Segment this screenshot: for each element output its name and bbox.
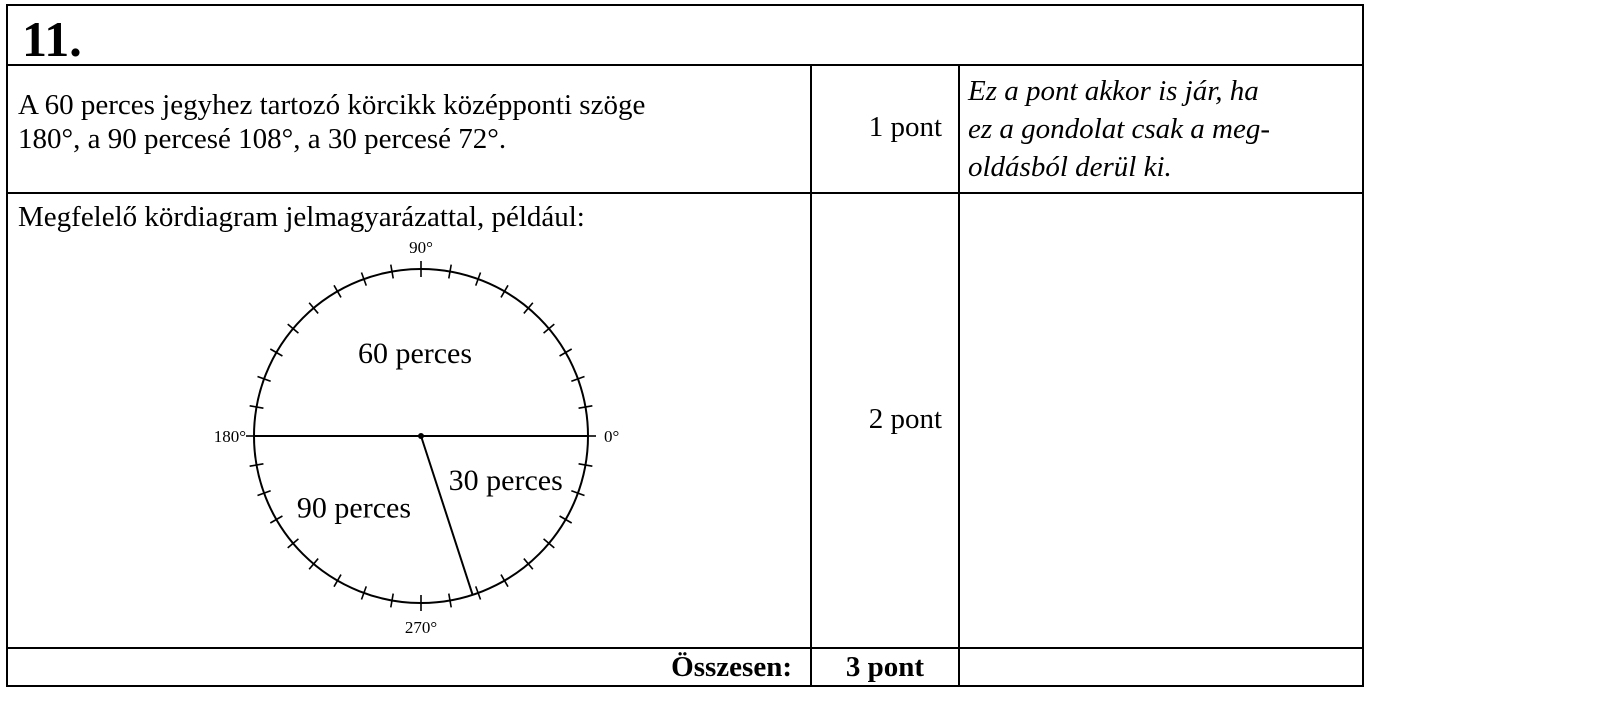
pie-tick <box>270 516 282 523</box>
pie-slice-label: 30 perces <box>448 463 563 497</box>
pie-tick <box>501 575 508 587</box>
pie-angle-label: 90° <box>409 238 433 257</box>
pie-angle-label: 0° <box>604 427 620 446</box>
row1-points: 1 pont <box>868 111 942 143</box>
task-number: 11. <box>22 11 82 67</box>
pie-tick <box>501 285 508 297</box>
row1-note-line1: Ez a pont akkor is jár, ha <box>968 75 1259 107</box>
pie-tick <box>334 575 341 587</box>
pie-chart-drawing <box>214 238 620 637</box>
pie-tick <box>560 349 572 356</box>
total-points: 3 pont <box>845 651 925 683</box>
row1-note-line2: ez a gondolat csak a meg- <box>968 113 1271 145</box>
row1-note <box>968 72 1360 186</box>
row1-solution-line2: 180°, a 90 percesé 108°, a 30 percesé 72°. <box>18 123 507 155</box>
pie-slice-label: 90 perces <box>296 491 412 525</box>
row1-solution-line1: A 60 perces jegyhez tartozó körcikk középponti szöge <box>18 89 646 121</box>
row2-solution: Megfelelő kördiagram jelmagyarázattal, például: <box>18 201 585 233</box>
pie-slice-label: 60 perces <box>357 336 473 370</box>
pie-center <box>418 433 424 439</box>
pie-slice-boundary <box>421 436 473 595</box>
pie-tick <box>270 349 282 356</box>
column-divider-2 <box>958 64 960 687</box>
total-label: Összesen: <box>671 651 792 683</box>
pie-angle-label: 270° <box>404 618 438 637</box>
pie-chart <box>6 4 810 687</box>
pie-angle-label: 180° <box>213 427 246 446</box>
pie-tick <box>560 516 572 523</box>
scoring-sheet <box>6 4 1364 687</box>
column-divider-1 <box>810 64 812 687</box>
row1-note-line3: oldásból derül ki. <box>968 151 1172 183</box>
row2-points: 2 pont <box>868 403 942 435</box>
pie-tick <box>334 285 341 297</box>
